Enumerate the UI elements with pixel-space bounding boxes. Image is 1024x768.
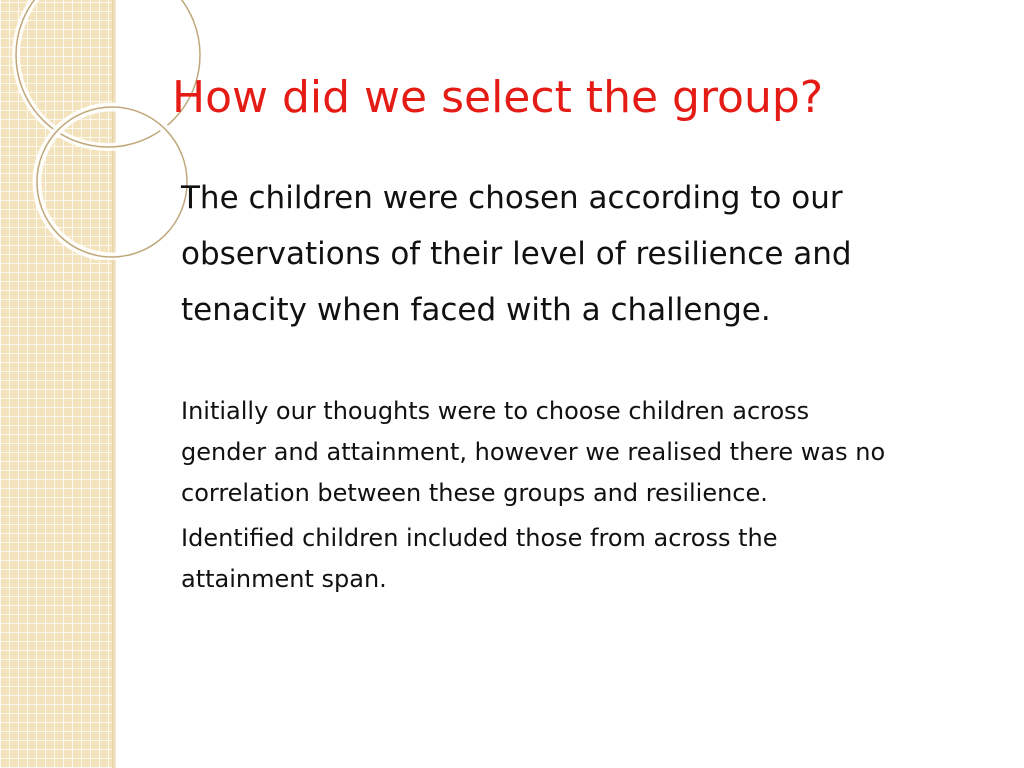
initial-thoughts-paragraph: Initially our thoughts were to choose children across gender and attainment, however we realised there was no correlation between these groups and resilience. [181, 397, 886, 507]
identified-children-paragraph: Identified children included those from across the attainment span. [181, 524, 778, 593]
slide-title: How did we select the group? [172, 72, 824, 123]
lead-paragraph: The children were chosen according to our observations of their level of resilience and tenacity when faced with a challenge. [181, 180, 852, 328]
slide-body [181, 170, 996, 600]
lower-ring [37, 107, 187, 257]
